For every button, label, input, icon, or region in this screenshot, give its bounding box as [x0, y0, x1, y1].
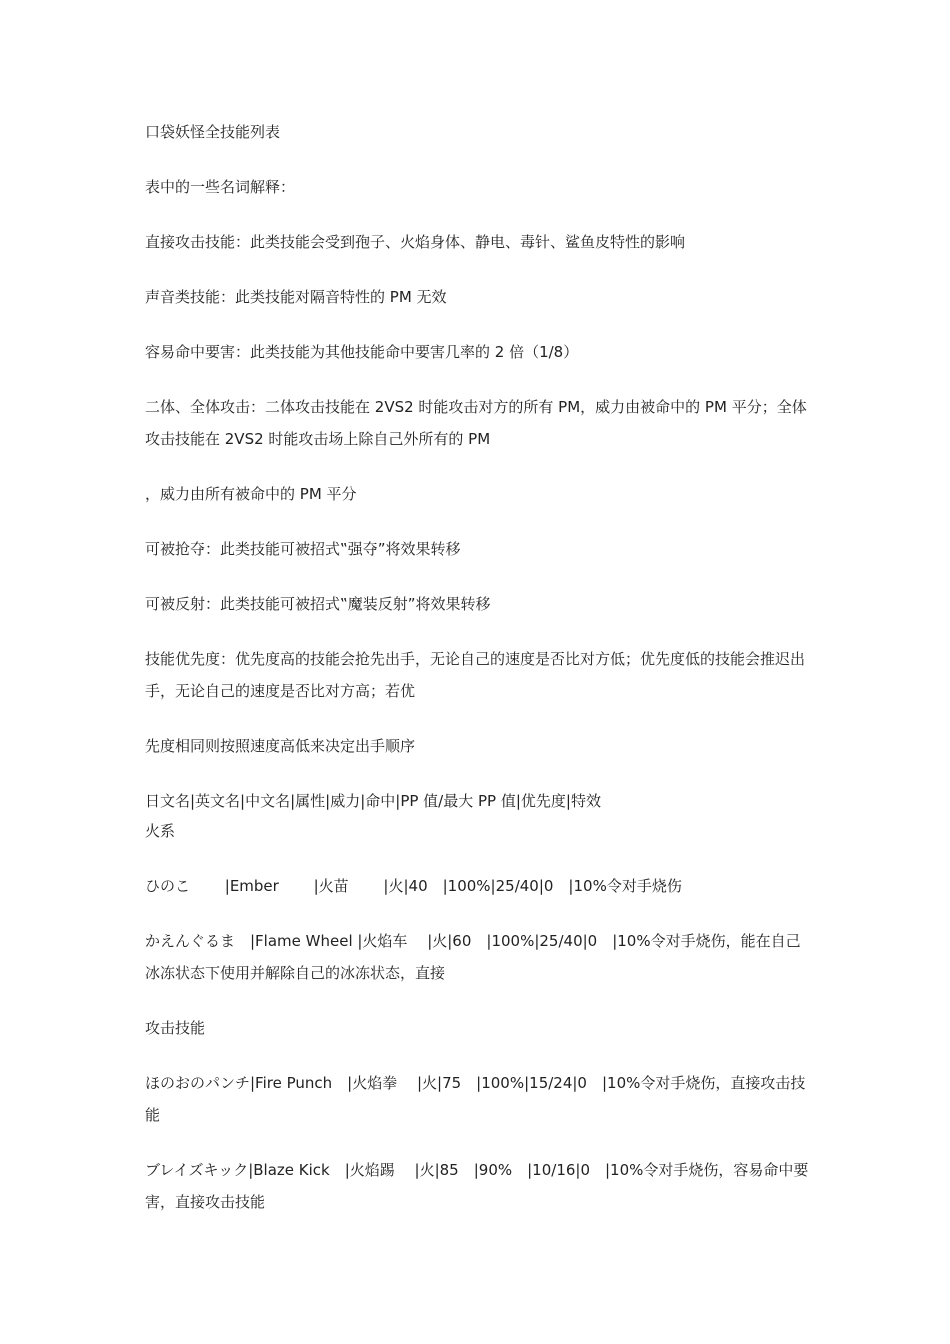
definition-critical: 容易命中要害：此类技能为其他技能命中要害几率的 2 倍（1/8） [145, 343, 579, 361]
move-flame-wheel-cont: 攻击技能 [145, 1019, 206, 1037]
definition-priority: 技能优先度：优先度高的技能会抢先出手，无论自己的速度是否比对方低；优先度低的技能会推迟出手，无论自己的速度是否比对方高；若优 [145, 650, 806, 700]
definition-sound: 声音类技能：此类技能对隔音特性的 PM 无效 [145, 288, 447, 306]
definition-direct-attack: 直接攻击技能：此类技能会受到孢子、火焰身体、静电、毒针、鲨鱼皮特性的影响 [145, 233, 686, 251]
definition-multi-target: 二体、全体攻击：二体攻击技能在 2VS2 时能攻击对方的所有 PM，威力由被命中的 PM 平分；全体攻击技能在 2VS2 时能攻击场上除自己外所有的 PM [145, 398, 807, 448]
definition-priority-cont: 先度相同则按照速度高低来决定出手顺序 [145, 737, 416, 755]
table-header: 日文名|英文名|中文名|属性|威力|命中|PP 值/最大 PP 值|优先度|特效 [145, 792, 601, 810]
glossary-heading: 表中的一些名词解释： [145, 178, 296, 196]
move-blaze-kick: ブレイズキック|Blaze Kick |火焰踢 |火|85 |90% |10/16|0 |10%令对手烧伤，容易命中要害，直接攻击技能 [145, 1161, 809, 1211]
move-ember: ひのこ |Ember |火苗 |火|40 |100%|25/40|0 |10%令对手烧伤 [145, 877, 682, 895]
move-flame-wheel: かえんぐるま |Flame Wheel |火焰车 |火|60 |100%|25/40|0 |10%令对手烧伤，能在自己冰冻状态下使用并解除自己的冰冻状态，直接 [145, 932, 801, 982]
move-fire-punch: ほのおのパンチ|Fire Punch |火焰拳 |火|75 |100%|15/24|0 |10%令对手烧伤，直接攻击技能 [145, 1074, 806, 1124]
document-title: 口袋妖怪全技能列表 [145, 123, 281, 141]
definition-multi-target-cont: ，威力由所有被命中的 PM 平分 [145, 485, 357, 503]
definition-snatch: 可被抢夺：此类技能可被招式‟强夺”将效果转移 [145, 540, 461, 558]
definition-magic-coat: 可被反射：此类技能可被招式‟魔装反射”将效果转移 [145, 595, 491, 613]
section-fire: 火系 [145, 822, 176, 840]
